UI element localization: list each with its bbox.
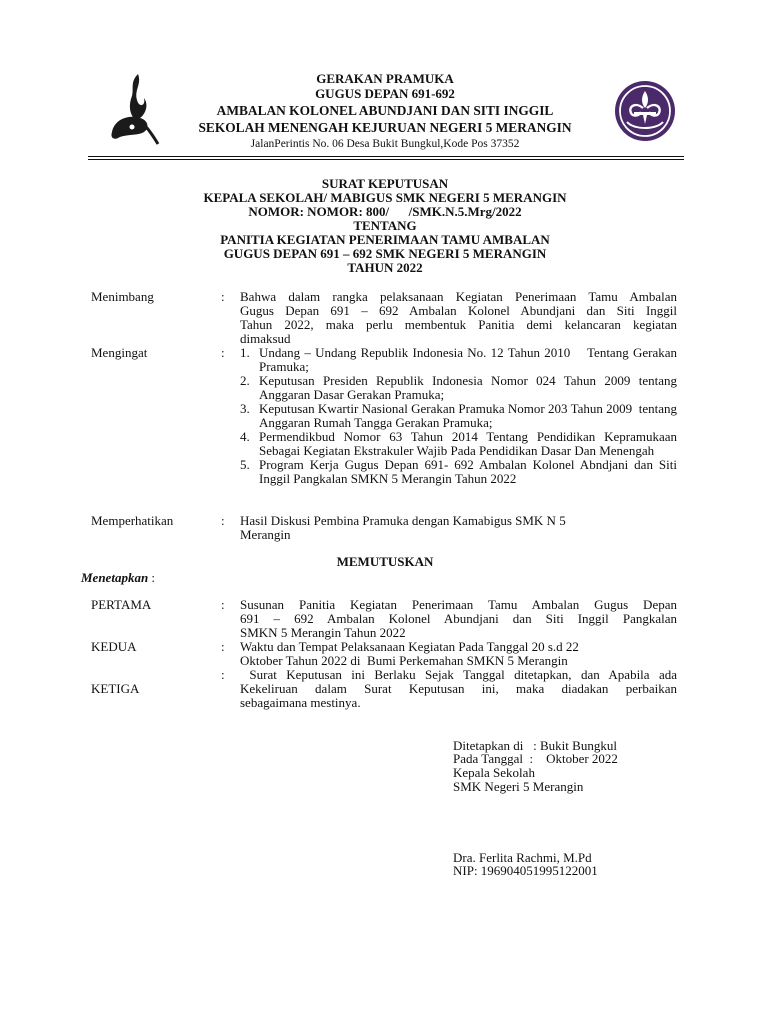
decree-issuer: KEPALA SEKOLAH/ MABIGUS SMK NEGERI 5 MERANGIN — [203, 190, 567, 205]
list-number: 4. — [240, 429, 250, 444]
list-item — [240, 374, 677, 402]
signature-place: Ditetapkan di : Bukit Bungkul — [453, 738, 617, 753]
decree-tentang: TENTANG — [353, 218, 417, 233]
list-text: Program Kerja Gugus Depan 691- 692 Ambalan Kolonel Abndjani dan Siti Inggil Pangkalan SMKN 5 Merangin Tahun 2022 — [259, 457, 677, 486]
letterhead-divider-thin — [88, 159, 684, 160]
menetapkan-label — [81, 570, 155, 585]
kedua-text — [240, 640, 677, 668]
list-number: 5. — [240, 457, 250, 472]
world-scout-emblem — [614, 80, 676, 142]
list-text: Keputusan Kwartir Nasional Gerakan Pramuka Nomor 203 Tahun 2009 tentang Anggaran Rumah Tangga Gerakan Pramuka; — [259, 401, 680, 430]
memperhatikan-text — [240, 514, 677, 542]
pertama-line: 691 – 692 Ambalan Kolonel Abundjani dan Siti Inggil Pangkalan — [240, 611, 677, 626]
letterhead-divider-thick — [88, 156, 684, 157]
menimbang-label: Menimbang — [91, 289, 154, 304]
mengingat-list — [240, 345, 681, 486]
ketiga-line: Kekeliruan dalam Surat Keputusan ini, maka diadakan perbaikan — [240, 681, 677, 696]
signature-date: Pada Tanggal : Oktober 2022 — [453, 751, 618, 766]
ketiga-text — [240, 668, 677, 710]
letterhead-gugus-depan: GUGUS DEPAN 691-692 — [315, 86, 455, 101]
list-number: 3. — [240, 401, 250, 416]
decree-title: SURAT KEPUTUSAN — [321, 176, 449, 191]
pertama-line: SMKN 5 Merangin Tahun 2022 — [240, 625, 406, 640]
ketiga-colon: : — [221, 667, 225, 682]
list-item — [240, 345, 681, 374]
signature-position: Kepala Sekolah — [453, 765, 535, 780]
list-item — [240, 430, 677, 458]
mengingat-label: Mengingat — [91, 345, 148, 360]
signatory-nip: NIP: 196904051995122001 — [453, 863, 598, 878]
menimbang-line: Tahun 2022, maka perlu membentuk Panitia demi kelancaran kegiatan — [240, 317, 677, 332]
list-item — [240, 401, 680, 430]
memperhatikan-line: Merangin — [240, 527, 291, 542]
letterhead-ambalan: AMBALAN KOLONEL ABUNDJANI DAN SITI INGGIL — [216, 103, 554, 118]
letterhead-address: JalanPerintis No. 06 Desa Bukit Bungkul,Kode Pos 37352 — [250, 138, 520, 150]
pertama-text — [240, 598, 677, 640]
decree-subject-line1: PANITIA KEGIATAN PENERIMAAN TAMU AMBALAN — [220, 232, 550, 247]
menimbang-text — [240, 290, 677, 346]
letterhead-organization: GERAKAN PRAMUKA — [316, 71, 454, 86]
menetapkan-text: Menetapkan — [81, 570, 149, 585]
decree-year: TAHUN 2022 — [347, 260, 423, 275]
kedua-line: Oktober Tahun 2022 di Bumi Perkemahan SMKN 5 Merangin — [240, 653, 568, 668]
signatory-name: Dra. Ferlita Rachmi, M.Pd — [453, 850, 592, 865]
ketiga-line: sebagaimana mestinya. — [240, 695, 361, 710]
kedua-colon: : — [221, 639, 225, 654]
memperhatikan-colon: : — [221, 513, 225, 528]
kedua-line: Waktu dan Tempat Pelaksanaan Kegiatan Pada Tanggal 20 s.d 22 — [240, 639, 579, 654]
decree-subject-line2: GUGUS DEPAN 691 – 692 SMK NEGERI 5 MERANGIN — [223, 246, 547, 261]
mengingat-colon: : — [221, 345, 225, 360]
menimbang-line: Bahwa dalam rangka pelaksanaan Kegiatan Penerimaan Tamu Ambalan — [240, 289, 677, 304]
list-number: 2. — [240, 373, 250, 388]
memperhatikan-label: Memperhatikan — [91, 513, 174, 528]
ketiga-label: KETIGA — [91, 681, 140, 696]
signature-school: SMK Negeri 5 Merangin — [453, 779, 584, 794]
pertama-line: Susunan Panitia Kegiatan Penerimaan Tamu Ambalan Gugus Depan — [240, 597, 677, 612]
memutuskan-heading: MEMUTUSKAN — [336, 554, 434, 569]
menetapkan-colon: : — [151, 570, 156, 585]
list-text: Undang – Undang Republik Indonesia No. 12 Tahun 2010 Tentang Gerakan Pramuka; — [259, 345, 681, 374]
menimbang-colon: : — [221, 289, 225, 304]
pertama-colon: : — [221, 597, 225, 612]
list-item — [240, 458, 677, 486]
menimbang-line: Gugus Depan 691 – 692 Ambalan Kolonel Abundjani dan Siti Inggil — [240, 303, 677, 318]
kedua-label: KEDUA — [91, 639, 137, 654]
list-number: 1. — [240, 345, 250, 360]
memperhatikan-line: Hasil Diskusi Pembina Pramuka dengan Kamabigus SMK N 5 — [240, 513, 566, 528]
menimbang-line: dimaksud — [240, 331, 291, 346]
decree-number: NOMOR: NOMOR: 800/ /SMK.N.5.Mrg/2022 — [248, 204, 522, 219]
letterhead-school: SEKOLAH MENENGAH KEJURUAN NEGERI 5 MERANGIN — [198, 120, 572, 135]
list-text: Keputusan Presiden Republik Indonesia Nomor 024 Tahun 2009 tentang Anggaran Dasar Gerakan Pramuka; — [259, 373, 677, 402]
pertama-label: PERTAMA — [91, 597, 152, 612]
list-text: Permendikbud Nomor 63 Tahun 2014 Tentang Pendidikan Kepramukaan Sebagai Kegiatan Ekstrakuler Wajib Pada Pendidikan Dasar Dan Menengah — [259, 429, 677, 458]
ketiga-line: Surat Keputusan ini Berlaku Sejak Tanggal ditetapkan, dan Apabila ada — [240, 667, 678, 682]
